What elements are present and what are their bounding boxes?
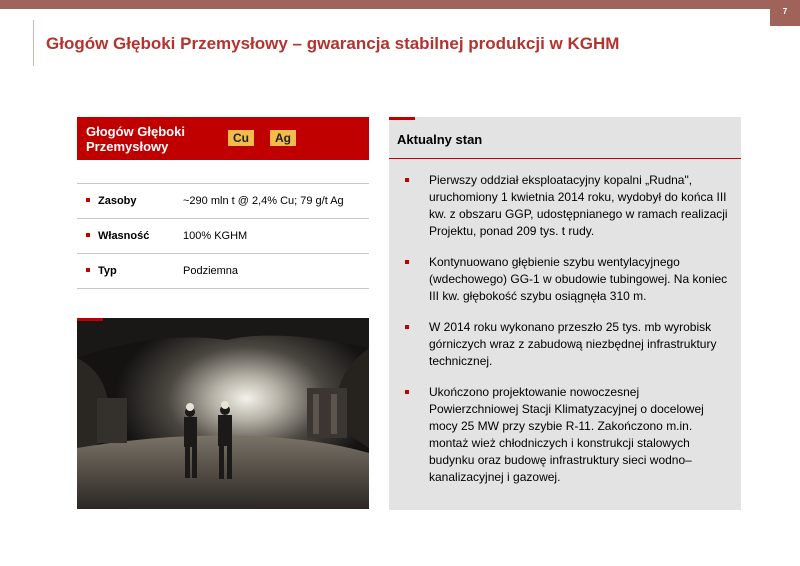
fact-label: Własność [98, 230, 150, 242]
project-header [77, 117, 369, 160]
page-number: 7 [770, 0, 800, 26]
top-bar [0, 0, 800, 9]
metal-badge-cu: Cu [228, 130, 254, 146]
status-bullet-text: Kontynuowano głębienie szybu wentylacyjnego (wdechowego) GG-1 w obudowie tubingowej. Na koniec III kw. głębokość szybu osiągnęła 310 m. [429, 255, 728, 303]
title-divider [33, 20, 34, 66]
bullet-icon [405, 260, 409, 264]
mine-photo [77, 318, 369, 509]
status-bullet [389, 384, 741, 486]
metal-badge-ag: Ag [270, 130, 296, 146]
fact-label: Typ [98, 265, 117, 277]
project-facts [77, 183, 369, 289]
fact-row-type [77, 254, 369, 289]
bullet-icon [405, 178, 409, 182]
fact-value: 100% KGHM [183, 230, 248, 242]
fact-value: ~290 mln t @ 2,4% Cu; 79 g/t Ag [183, 195, 344, 207]
underground-mine-image [77, 318, 369, 509]
status-bullet [389, 254, 741, 305]
status-bullet [389, 319, 741, 370]
bullet-icon [405, 325, 409, 329]
status-bullet-text: Pierwszy oddział eksploatacyjny kopalni „Rudna", uruchomiony 1 kwietnia 2014 roku, wydobył do końca III kw. z obszaru GGP, udostępnianego w ramach realizacji Projektu, ponad 209 tys. t rudy. [429, 173, 728, 238]
fact-value: Podziemna [183, 265, 239, 277]
status-header [389, 120, 741, 159]
fact-row-ownership [77, 219, 369, 254]
status-bullet-text: Ukończono projektowanie nowoczesnej Powierzchniowej Stacji Klimatyzacyjnej o docelowej mocy 25 MW przy szybie R-11. Zakończono m.in. montaż wież chłodniczych i konstrukcji stalowych budynku oraz budowę infrastruktury sieci wodno–kanalizacyjnej i gazowej. [429, 385, 704, 484]
fact-label: Zasoby [98, 195, 137, 207]
bullet-icon [405, 390, 409, 394]
bullet-icon [86, 268, 90, 272]
bullet-icon [86, 233, 90, 237]
project-name: Głogów Głęboki Przemysłowy [86, 124, 185, 154]
status-bullet [389, 172, 741, 240]
fact-row-reserves [77, 183, 369, 219]
status-title: Aktualny stan [397, 132, 483, 147]
page-title: Głogów Głęboki Przemysłowy – gwarancja stabilnej produkcji w KGHM [46, 34, 620, 53]
bullet-icon [86, 198, 90, 202]
photo-accent [77, 318, 103, 321]
status-bullets [389, 172, 741, 500]
status-bullet-text: W 2014 roku wykonano przeszło 25 tys. mb wyrobisk górniczych wraz z zabudową niezbędnej infrastruktury technicznej. [429, 320, 717, 368]
